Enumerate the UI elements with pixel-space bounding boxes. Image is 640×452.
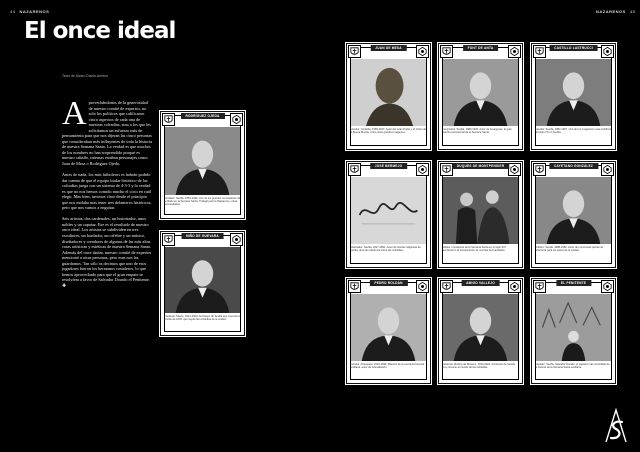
card-portrait (351, 59, 426, 126)
card-portrait (351, 294, 426, 361)
player-card-juan-de-mesa (346, 43, 431, 150)
player-card-amigo-vallejo (438, 278, 523, 384)
card-portrait (536, 59, 611, 126)
team-crest-icon (601, 280, 614, 293)
card-portrait (443, 177, 518, 244)
player-card-jose-bermejo (346, 161, 431, 268)
card-name: DUQUES DE MONTPENSIER (452, 163, 509, 169)
team-crest-icon (601, 45, 614, 58)
brotherhood-crest-icon (162, 113, 175, 126)
card-caption: Capataz. Sevilla. Salvador Dorado, el capataz más recordado de la historia de la Semana Santa sevillana. (535, 363, 610, 370)
card-portrait (443, 294, 518, 361)
brotherhood-crest-icon (162, 233, 175, 246)
card-caption: Bordador. Sevilla, 1853-1929. Uno de los grandes renovadores del bordado en la Semana Santa. Trabajó para la Macarena y otras hermandades. (164, 197, 241, 207)
player-card-el-penitente (531, 278, 616, 384)
card-caption: Escultor. Antequera, 1624-1699. Maestro de la escultura barroca sevillana, autor de la Exaltación. (350, 363, 425, 370)
left-page-number: 44 (10, 9, 16, 14)
card-portrait (536, 294, 611, 361)
player-card-rodriguez-ojeda (160, 111, 245, 219)
left-section-label: NAZARENOS (19, 9, 50, 14)
team-crest-icon (508, 280, 521, 293)
brotherhood-crest-icon (348, 280, 361, 293)
article-body (62, 95, 152, 295)
drop-cap: A (62, 95, 87, 132)
card-caption: Compositor. Sevilla, 1889-1936. Autor de Amarguras, la gran marcha procesional de la Semana Santa. (442, 128, 512, 135)
card-name: CASTILLO LASTRUCCI (549, 45, 598, 51)
brotherhood-crest-icon (533, 163, 546, 176)
card-name: NIÑO DE GUEVARA (181, 233, 224, 239)
team-crest-icon (416, 280, 429, 293)
card-name: EL PENITENTE (556, 280, 591, 286)
card-caption: Nobles. Impulsores de la Semana Santa en el siglo XIX, favorecieron la recuperación de muchas hermandades. (442, 246, 507, 253)
card-name: AMIGO VALLEJO (461, 280, 500, 286)
team-crest-icon (508, 45, 521, 58)
right-page-header (596, 9, 635, 14)
article-title: El once ideal (24, 18, 176, 44)
player-card-nino-de-guevara (160, 231, 245, 336)
card-name: RODRÍGUEZ OJEDA (181, 113, 225, 119)
right-section-label: NAZARENOS (596, 9, 626, 14)
paragraph-2: Antes de nada, los más futboleros es habrán podido dar cuenta de que el equipo titular histórico de las cofradías juega con un sistema de 4-3-3 y la verdad es que no nos hemos comido mucho el coco en cuál elegir. Mas bien, tuvimos claro desde el principio que nos molaba mas tener tres delanteros históricos, pero que nos vamos a enguitar. (62, 172, 152, 211)
brotherhood-crest-icon (533, 280, 546, 293)
paragraph-1: Aprovechándonos de la generosidad de nuestro comité de expertos, no solo los políticos que calificaron cinco aspectos de cada una de nuestras cofradías, sino a los que les solicitamos un esfuerzo más de pensamiento para que nos dijeran las cinco personas que consideraban más influyentes de toda la historia de nuestra Semana Santa. La verdad es que muchos de los nombres no han sorprendido porque es nuestro caballo, internas estaban personajes como Juan de Mesa o Rodríguez Ojeda. (62, 95, 152, 167)
card-caption: Escultor. Córdoba, 1583-1627. Autor del Gran Poder y el Cristo de la Buena Muerte, entre otras grandes imágenes. (350, 128, 427, 135)
brotherhood-crest-icon (533, 45, 546, 58)
card-name: CAYETANO GONZÁLEZ (549, 163, 598, 169)
card-name: PEDRO ROLDÁN (369, 280, 407, 286)
card-portrait (351, 177, 426, 244)
player-card-cayetano-gonzalez (531, 161, 616, 268)
team-crest-icon (230, 113, 243, 126)
magazine-logo-icon (602, 408, 630, 444)
player-card-font-de-anta (438, 43, 523, 150)
card-name: FONT DE ANTA (463, 45, 499, 51)
team-crest-icon (601, 163, 614, 176)
left-page-header (10, 9, 49, 14)
card-name: JOSÉ BERMEJO (370, 163, 408, 169)
article-byline: Texto de Álvaro Dávila-Armero (62, 74, 108, 78)
brotherhood-crest-icon (440, 280, 453, 293)
card-portrait (536, 177, 611, 244)
end-mark-icon: ✚ (62, 283, 67, 289)
card-caption: Cardenal. Medina de Rioseco, 1934-2022. Arzobispo de Sevilla muy cercano al mundo de las cofradías. (442, 363, 515, 370)
team-crest-icon (416, 45, 429, 58)
brotherhood-crest-icon (348, 163, 361, 176)
team-crest-icon (416, 163, 429, 176)
card-caption: Historiador. Sevilla, 1817-1891. Autor de Glorias religiosas de Sevilla, obra de referencia sobre las cofradías. (350, 246, 421, 253)
card-portrait (443, 59, 518, 126)
team-crest-icon (508, 163, 521, 176)
brotherhood-crest-icon (440, 45, 453, 58)
card-caption: Escultor. Sevilla, 1882-1967. Uno de los imagineros más prolíficos del siglo XX en Sevilla. (535, 128, 612, 135)
paragraph-3: Seis artistas, dos cardenales, un historiador, unos nobles y un capataz. Ese es el resultado de nuestro once ideal. Los artistas se subdividen en tres escultores, un bordador, un orfebre y un músico, diseñadores y creadores de algunas de las más altas cotas artísticas y estéticas de nuestra Semana Santa. Además del once titular, nuestro comité de expertos mencionó a otras personas, pero esas nos las guardamos. Tan sólo os decimos que uno de esos jugadores fueron los hermanos costaleros, lo que hemos aprovechado para que el gran empate se resolviera a favor de Salvador Dorado el Penitente. ✚ (62, 216, 152, 289)
card-caption: Orfebre. Sevilla, 1888-1982. Autor de numerosas piezas de orfebrería para los pasos de la ciudad. (535, 246, 604, 253)
player-card-duques-de-montpensier (438, 161, 523, 268)
card-name: JUAN DE MESA (370, 45, 407, 51)
right-page-number: 45 (629, 9, 636, 14)
brotherhood-crest-icon (348, 45, 361, 58)
card-portrait (165, 127, 240, 195)
card-portrait (165, 247, 240, 313)
player-card-pedro-roldan (346, 278, 431, 384)
player-card-castillo-lastrucci (531, 43, 616, 150)
team-crest-icon (230, 233, 243, 246)
card-caption: Cardenal. Toledo, 1541-1609. Arzobispo de Sevilla que convocó el sínodo de 1604, que reguló las cofradías de la ciudad. (164, 315, 241, 322)
